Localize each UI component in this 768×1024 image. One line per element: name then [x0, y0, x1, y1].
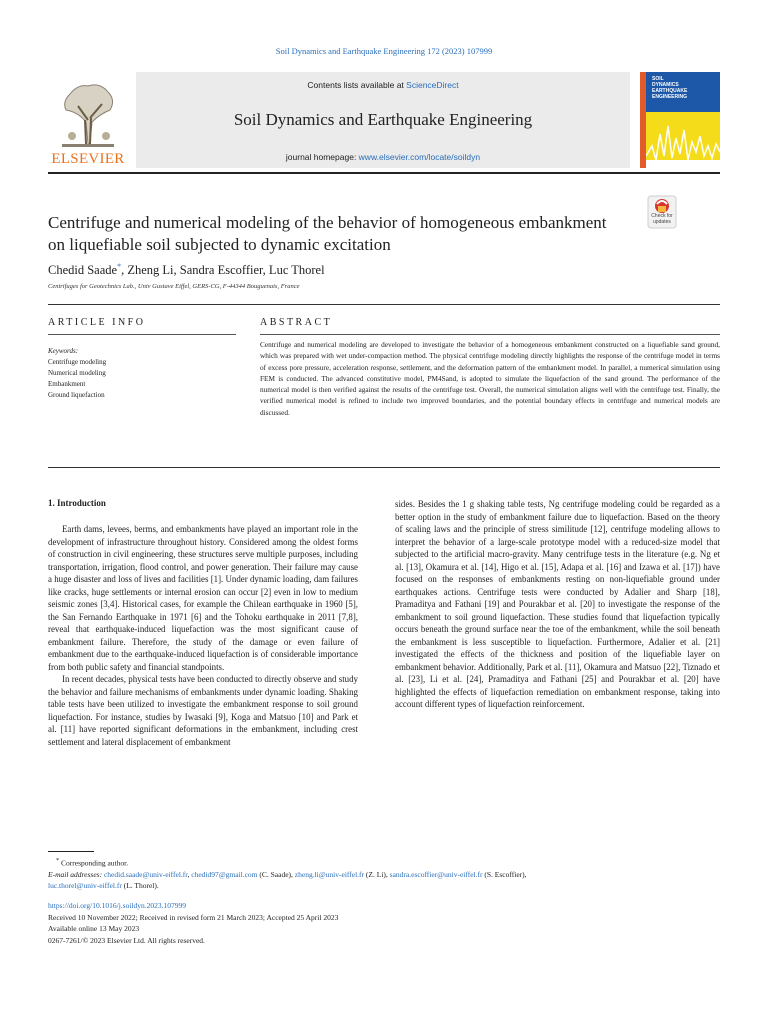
cover-line: EARTHQUAKE: [652, 88, 688, 94]
body-paragraph: In recent decades, physical tests have been conducted to directly observe and study the behavior and failure mechanisms of embankments under dynamic loading. Shaking table tests have been utilized to investigate the embankment response to soil ground liquefaction. For instance, studies by Iwasaki [9], Koga and Matsuo [10] and Park et al. [11] have reported significant deformations in the embankment, including crest settlement and lateral displacement of embankment: [48, 674, 358, 747]
journal-homepage-link[interactable]: www.elsevier.com/locate/soildyn: [358, 152, 481, 162]
masthead-center-panel: [136, 72, 630, 168]
abstract-text: Centrifuge and numerical modeling are developed to investigate the behavior of a homogeneous embankment constructed on a liquefiable sand ground, which was prepared with wet under-compaction method. The physical centrifuge modeling directly highlights the response of the centrifuge model in terms of excess pore pressure, acceleration response, settlement, and the deformation pattern of the embankment model. In parallel, a numerical simulation using FEM is conducted. The advanced constitutive model, PM4Sand, is adopted to simulate the liquefaction of the sand ground. The performance of the numerical model is then verified against the results of the centrifuge test. Overall, the numerical simulation aligns well with the centrifuge test. Finally, the verified numerical model is refined to include two improved boundaries, and the potential boundary effects in centrifuge and numerical models are discussed.: [260, 340, 720, 417]
author-affiliation: Centrifuges for Geotechnics Lab., Univ Gustave Eiffel, GERS-CG, F-44344 Bouguenais, France: [48, 283, 300, 290]
keywords-label: Keywords:: [48, 347, 79, 355]
available-online: Available online 13 May 2023: [48, 924, 140, 933]
homepage-line: [136, 152, 630, 162]
keyword-item: Embankment: [48, 380, 86, 388]
section-heading-introduction: 1. Introduction: [48, 498, 106, 508]
email-link[interactable]: chedid.saade@univ-eiffel.fr: [103, 869, 188, 879]
keyword-item: Centrifuge modeling: [48, 358, 107, 366]
article-info-heading: ARTICLE INFO: [48, 317, 146, 328]
homepage-prefix: journal homepage:: [285, 152, 359, 162]
body-paragraph: sides. Besides the 1 g shaking table tests, Ng centrifuge modeling could be regarded as a better option in the study of embankment failure due to liquefaction. Based on the theory of scaling laws and the principle of stress similitude [12], centrifuge modeling allows to interpret the behavior of a large-scale prototype model with a reduced-size model that subjected to the artificial macro-gravity. Many centrifuge tests in the literature (e.g. Ng et al. [13], Okamura et al. [14], Higo et al. [15], Adapa et al. [16] and Izawa et al. [17]) have focused on the responses of embankments resting on non-liquefiable ground under earthquakes actions. Centrifuge tests were conducted by Adalier and Sharp [18], Pramaditya and Fathani [19] and Pourakbar et al. [20] to investigate the response of the embankment to soil ground liquefaction. These studies found that liquefaction typically occurs beneath the ground surface near the toe of the embankment, while the soil beneath the embankment is less susceptible to liquefaction. Furthermore, Adalier et al. [21] investigated the effects of the thickness and position of the liquefiable layer on embankment behavior. Additionally, Park et al. [11], Okamura and Matsuo [22], Tiznado et al. [23], Li et al. [24], Pramaditya and Fathani [25] and Pourakbar et al. [20] have highlighted the effects of liquefaction remediation on embankment response, taking into account different types of liquefaction reinforcement.: [395, 499, 720, 709]
keywords-block: [48, 346, 218, 401]
corresponding-author-note: [48, 855, 720, 869]
email-link[interactable]: chedid97@gmail.com: [191, 869, 258, 879]
sciencedirect-link[interactable]: ScienceDirect: [406, 80, 459, 90]
author-name[interactable]: Chedid Saade: [48, 263, 118, 278]
contents-prefix: Contents lists available at: [307, 80, 407, 90]
article-info-rule: [48, 334, 236, 335]
journal-cover-thumbnail[interactable]: [640, 72, 720, 168]
journal-masthead: [48, 72, 720, 170]
cover-line: SOIL: [652, 76, 664, 82]
cover-line: DYNAMICS: [652, 82, 679, 88]
keyword-item: Numerical modeling: [48, 369, 106, 377]
footnotes: [48, 855, 720, 891]
header-rule: [48, 304, 720, 305]
body-paragraph: Earth dams, levees, berms, and embankments have played an important role in the development of infrastructure throughout history. Considered among the oldest forms of construction in civil engineering, these structures serve multiple purposes, including transportation, irrigation, flood control, and power generation. Their failure may cause a huge disaster and loss of lives and facilities [1]. Under dynamic loading, dam failures like cracks, huge settlements or internal erosion can occur [2] even in low to medium seismic zones [3,4]. Historical cases, for example the Chilean earthquake in 1960 [5], the San Fernando Earthquake in 1971 [6] and the Tohoku earthquake in 2011 [7,8], reveal that earthquake-induced liquefaction was the most significant cause of embankment failure. Therefore, the study of the damage or even failure of embankment due to the earthquake-induced liquefaction is of considerable importance from both public safety and financial standpoints.: [48, 524, 358, 672]
article-metadata: [48, 900, 720, 946]
corresponding-author-mark[interactable]: *: [117, 262, 122, 271]
email-owner: (L. Thorel).: [121, 880, 159, 890]
body-column-left: [48, 523, 358, 748]
cover-line: ENGINEERING: [652, 94, 688, 100]
email-link[interactable]: zheng.li@univ-eiffel.fr: [294, 869, 365, 879]
footnote-rule: [48, 851, 94, 852]
email-addresses-cont: [48, 880, 720, 891]
abstract-rule: [260, 334, 720, 335]
email-owner: (C. Saade),: [257, 869, 295, 879]
body-column-right: [395, 498, 720, 711]
email-link[interactable]: luc.thorel@univ-eiffel.fr: [48, 880, 122, 890]
received-dates: Received 10 November 2022; Received in revised form 21 March 2023; Accepted 25 April 2023: [48, 912, 339, 922]
copyright: 0267-7261/© 2023 Elsevier Ltd. All rights reserved.: [48, 935, 205, 945]
abstract-bottom-rule: [48, 467, 720, 468]
cover-waveform-graphic: [646, 116, 720, 168]
email-owner: (S. Escoffier),: [482, 869, 527, 879]
corresponding-author-text: Corresponding author.: [61, 858, 129, 868]
journal-title: Soil Dynamics and Earthquake Engineering: [233, 110, 533, 129]
masthead-rule: [48, 172, 720, 174]
contents-line: [136, 80, 630, 90]
article-title: Centrifuge and numerical modeling of the behavior of homogeneous embankment on liquefiable soil subjected to dynamic excitation: [48, 213, 607, 254]
email-owner: (Z. Li),: [364, 869, 390, 879]
keyword-item: Ground liquefaction: [48, 391, 105, 399]
doi-link[interactable]: https://doi.org/10.1016/j.soildyn.2023.107999: [48, 901, 186, 910]
author-names-rest: , Zheng Li, Sandra Escoffier, Luc Thorel: [121, 263, 325, 278]
email-link[interactable]: sandra.escoffier@univ-eiffel.fr: [389, 869, 483, 879]
abstract-heading: ABSTRACT: [260, 317, 333, 328]
author-list: [48, 262, 325, 278]
cover-title: [652, 76, 687, 100]
email-addresses: E-mail addresses: chedid.saade@univ-eiffel.fr, chedid97@gmail.com (C. Saade), zheng.li@univ-eiffel.fr (Z. Li), sandra.escoffier@univ-eiffel.fr (S. Escoffier),: [48, 869, 527, 879]
elsevier-wordmark: ELSEVIER: [51, 151, 125, 167]
check-for-updates-label[interactable]: Check for updates: [651, 213, 673, 225]
running-header[interactable]: Soil Dynamics and Earthquake Engineering 172 (2023) 107999: [275, 46, 493, 56]
email-label: E-mail addresses:: [48, 869, 103, 879]
corresponding-note-mark: *: [56, 857, 60, 864]
